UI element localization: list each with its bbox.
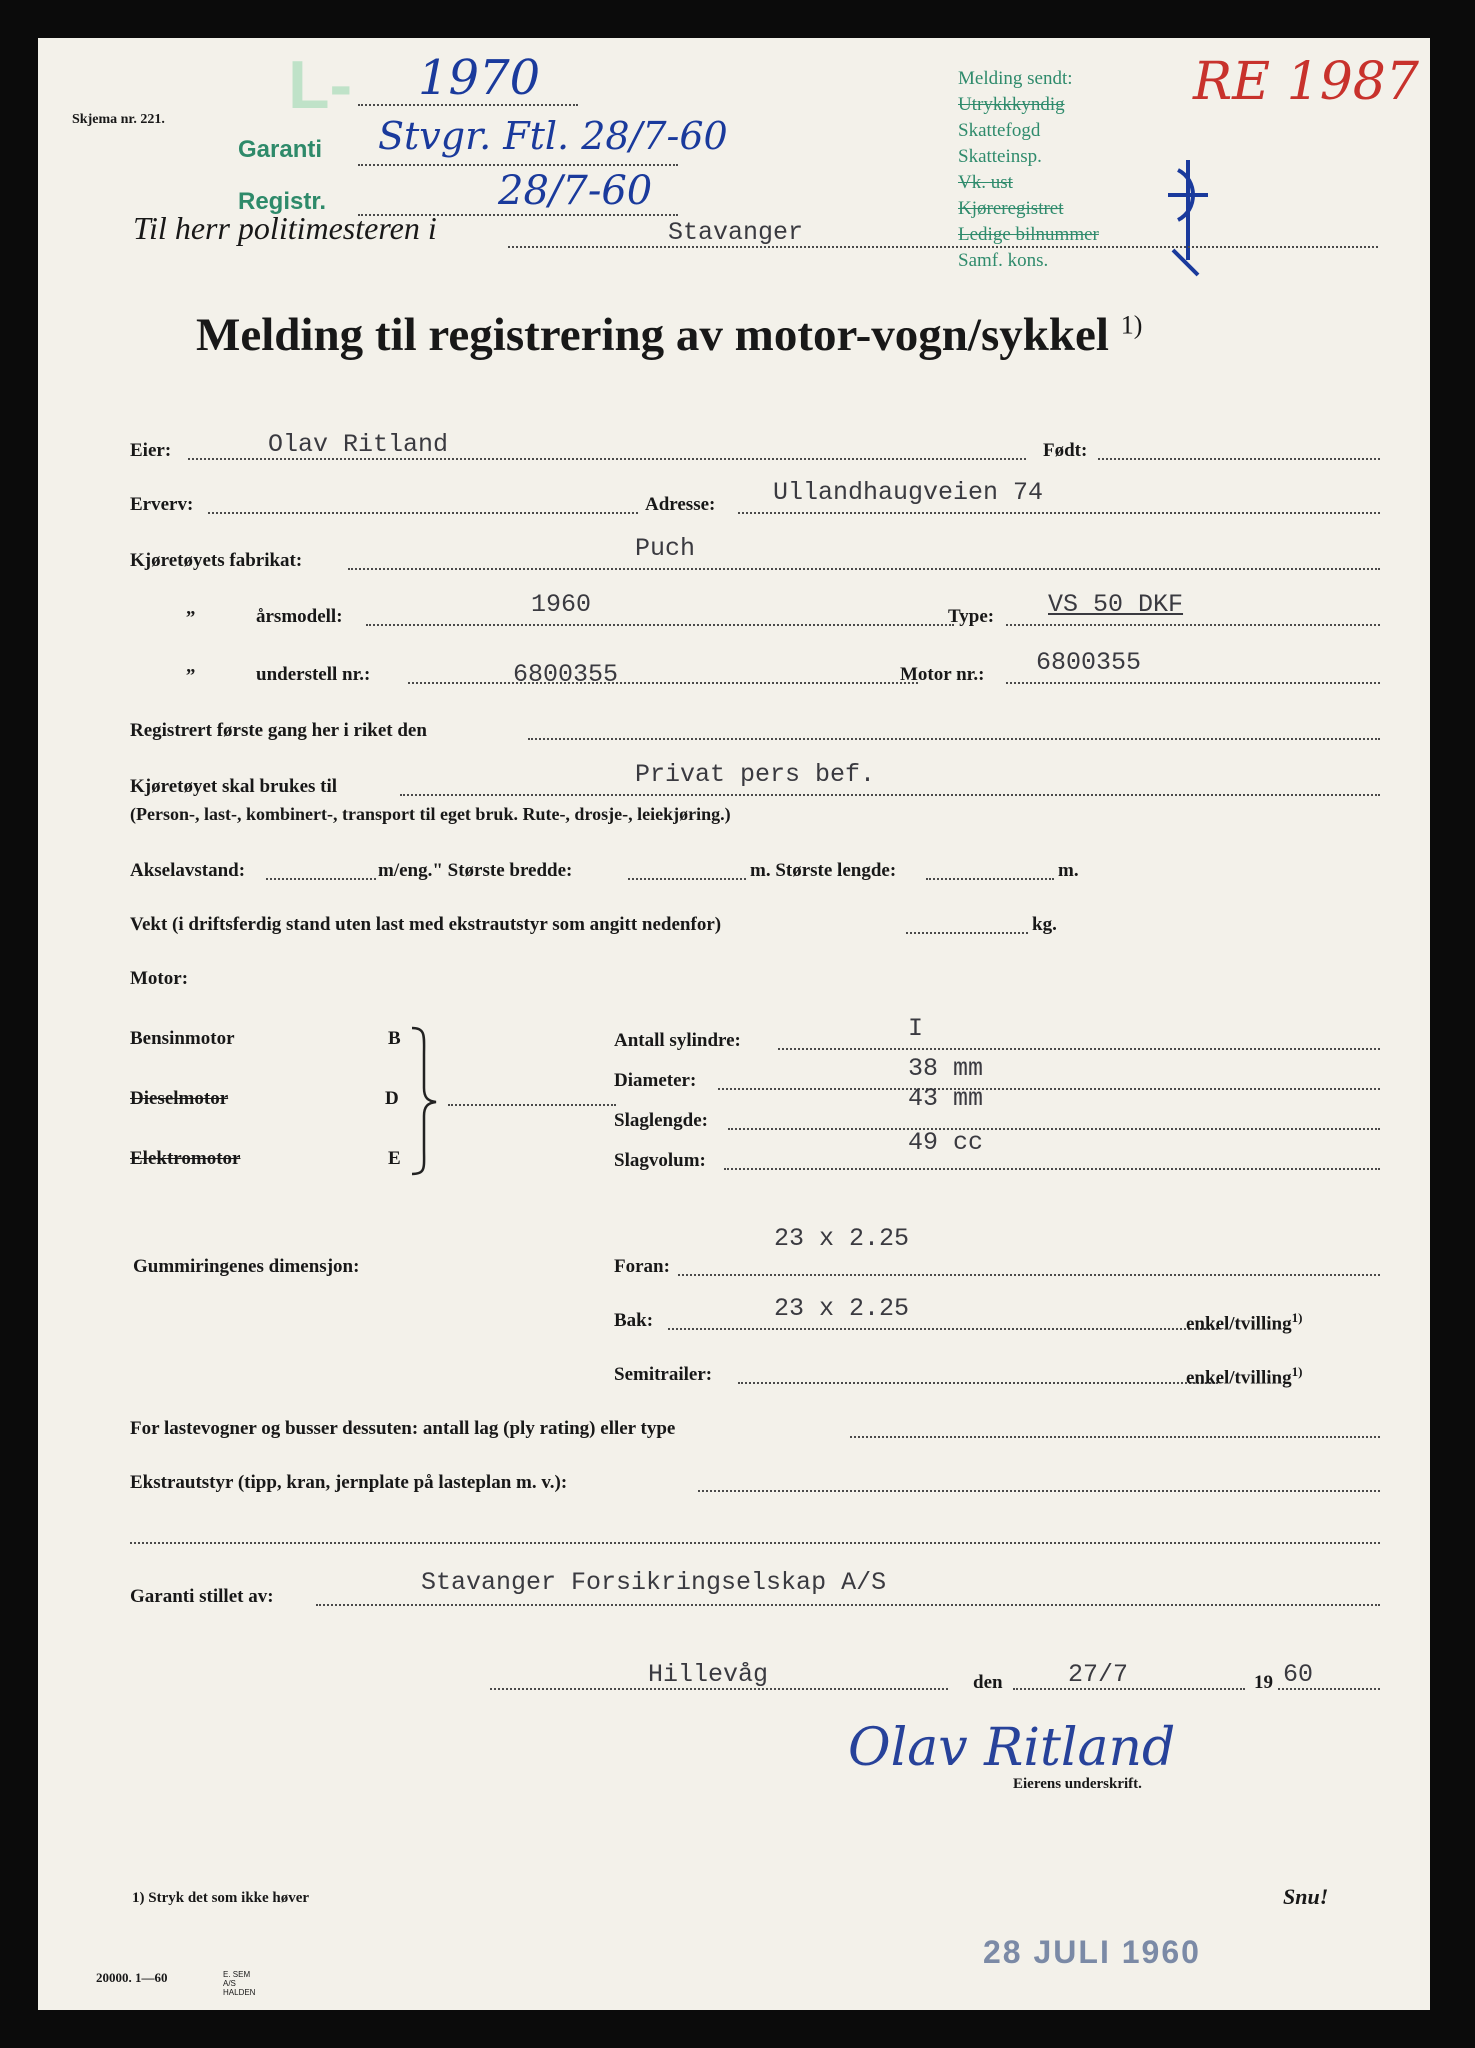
type-label: Type: <box>948 606 995 627</box>
motor-code-e: E <box>388 1148 401 1169</box>
understell-value: 6800355 <box>513 660 619 689</box>
sylindre-value: I <box>908 1014 924 1043</box>
motor-nr-line <box>1006 682 1380 684</box>
form-sheet <box>38 38 1430 2010</box>
fodt-label: Født: <box>1043 440 1088 461</box>
motor-nr-value: 6800355 <box>1036 648 1142 677</box>
bak-enkel-tvilling-text: enkel/tvilling <box>1186 1313 1292 1335</box>
year-prefix: 19 <box>1254 1672 1273 1693</box>
sylindre-label: Antall sylindre: <box>614 1030 741 1051</box>
stamp-line: Skatteinsp. <box>958 146 1042 167</box>
lastevogner-label: For lastevogner og busser dessuten: antall lag (ply rating) eller type <box>130 1418 676 1439</box>
receipt-date-stamp: 28 JULI 1960 <box>983 1934 1201 1970</box>
eier-label: Eier: <box>130 440 172 461</box>
garanti-handwritten: Stvgr. Ftl. 28/7-60 <box>378 114 728 158</box>
arsmodell-value: 1960 <box>531 590 592 619</box>
motor-type-elektro: Elektromotor <box>130 1148 241 1169</box>
schema-number: Skjema nr. 221. <box>72 112 165 127</box>
registr-stamp-label: Registr. <box>238 188 327 215</box>
owner-signature-label: Eierens underskrift. <box>1013 1776 1142 1792</box>
semitrailer-enkel-tvilling-text: enkel/tvilling <box>1186 1367 1292 1389</box>
bak-footref: 1) <box>1291 1310 1303 1325</box>
stamp-line: Kjøreregistret <box>958 198 1064 219</box>
motor-type-bensin: Bensinmotor <box>130 1028 235 1049</box>
brukes-label: Kjøretøyet skal brukes til <box>130 776 338 797</box>
foran-line <box>678 1274 1380 1276</box>
diameter-line <box>718 1088 1380 1090</box>
diameter-label: Diameter: <box>614 1070 697 1091</box>
understell-label: understell nr.: <box>256 664 371 685</box>
registrert-label: Registrert første gang her i riket den <box>130 720 427 741</box>
semitrailer-footref: 1) <box>1291 1364 1303 1379</box>
registr-handwritten: 28/7-60 <box>498 168 653 214</box>
adresse-line <box>738 512 1380 514</box>
fabrikat-value: Puch <box>635 534 696 563</box>
l-number: 1970 <box>418 50 541 106</box>
garanti-stamp-label: Garanti <box>238 136 323 163</box>
erverv-line <box>208 512 638 514</box>
stamp-line: Skattefogd <box>958 120 1041 141</box>
type-value: VS 50 DKF <box>1048 590 1184 619</box>
adresse-value: Ullandhaugveien 74 <box>773 478 1044 507</box>
slagvolum-label: Slagvolum: <box>614 1150 706 1171</box>
aksel-unit: m/eng." Største bredde: <box>378 860 573 881</box>
ekstrautstyr-line-2 <box>130 1542 1380 1544</box>
fodt-line <box>1098 458 1380 460</box>
brukes-value: Privat pers bef. <box>635 760 876 789</box>
eier-value: Olav Ritland <box>268 430 449 459</box>
addressee-line <box>508 246 1378 248</box>
tire-dimension-label: Gummiringenes dimensjon: <box>133 1256 360 1277</box>
arsmodell-line <box>366 624 954 626</box>
lengde-unit: m. <box>1058 860 1079 881</box>
stamp-line: Vk. ust <box>958 172 1013 193</box>
fabrikat-label: Kjøretøyets fabrikat: <box>130 550 303 571</box>
bak-line <box>668 1328 1218 1330</box>
semitrailer-enkel-tvilling <box>1186 1364 1302 1389</box>
adresse-label: Adresse: <box>645 494 716 515</box>
printer-mark: E. SEM A/S HALDEN <box>223 1970 256 1997</box>
aksel-line <box>266 878 376 880</box>
date-value: 27/7 <box>1068 1660 1129 1689</box>
form-title-text: Melding til registrering av motor-vogn/sykkel <box>196 309 1109 361</box>
vekt-unit: kg. <box>1032 914 1057 935</box>
den-label: den <box>973 1672 1003 1693</box>
year-suffix: 60 <box>1283 1660 1314 1689</box>
slaglengde-line <box>728 1128 1380 1130</box>
garanti-line <box>358 164 678 166</box>
motor-type-diesel: Dieselmotor <box>130 1088 229 1109</box>
semitrailer-line <box>738 1382 1218 1384</box>
motor-label: Motor: <box>130 968 189 989</box>
bak-enkel-tvilling <box>1186 1310 1302 1335</box>
stamp-line: Melding sendt: <box>958 68 1073 89</box>
slaglengde-value: 43 mm <box>908 1084 984 1113</box>
motor-brace-icon <box>408 1026 448 1176</box>
l-prefix-stamp: L- <box>288 47 353 123</box>
form-title <box>196 308 1142 362</box>
foran-value: 23 x 2.25 <box>774 1224 910 1253</box>
brukes-note: (Person-, last-, kombinert-, transport til eget bruk. Rute-, drosje-, leiekjøring.) <box>130 804 731 824</box>
footnote: 1) Stryk det som ikke høver <box>132 1890 310 1906</box>
motor-nr-label: Motor nr.: <box>900 664 985 685</box>
print-code: 20000. 1—60 <box>96 1970 168 1985</box>
registrert-line <box>528 738 1380 740</box>
stamp-line: Ledige bilnummer <box>958 224 1099 245</box>
owner-signature: Olav Ritland <box>848 1718 1176 1778</box>
erverv-label: Erverv: <box>130 494 194 515</box>
stamp-line: Samf. kons. <box>958 250 1049 271</box>
motor-code-b: B <box>388 1028 401 1049</box>
type-line <box>1006 624 1380 626</box>
bredde-unit: m. Største lengde: <box>750 860 897 881</box>
slagvolum-value: 49 cc <box>908 1128 984 1157</box>
brukes-line <box>400 794 1380 796</box>
stamp-checkmark-icon <box>1138 150 1228 280</box>
place-value: Hillevåg <box>648 1660 769 1689</box>
motor-brace-line <box>448 1104 616 1106</box>
date-line <box>1013 1688 1245 1690</box>
lengde-line <box>926 878 1054 880</box>
addressee-label: Til herr politimesteren i <box>133 210 437 246</box>
garanti-stillet-label: Garanti stillet av: <box>130 1586 274 1607</box>
ekstrautstyr-label: Ekstrautstyr (tipp, kran, jernplate på lasteplan m. v.): <box>130 1472 568 1493</box>
semitrailer-label: Semitrailer: <box>614 1364 713 1385</box>
sylindre-line <box>778 1048 1380 1050</box>
re-number: RE 1987 <box>1193 52 1419 112</box>
vekt-label: Vekt (i driftsferdig stand uten last med ekstrautstyr som angitt nedenfor) <box>130 914 722 935</box>
vekt-line <box>906 932 1028 934</box>
bak-label: Bak: <box>614 1310 654 1331</box>
stamp-line: Utrykkkyndig <box>958 94 1065 115</box>
slagvolum-line <box>724 1168 1380 1170</box>
form-title-footref: 1) <box>1120 310 1143 340</box>
addressee-value: Stavanger <box>668 218 804 247</box>
quote-mark: „ <box>186 656 196 677</box>
diameter-value: 38 mm <box>908 1054 984 1083</box>
bredde-line <box>628 878 746 880</box>
fabrikat-line <box>348 568 1380 570</box>
ekstrautstyr-line <box>698 1490 1380 1492</box>
motor-code-d: D <box>385 1088 399 1109</box>
arsmodell-label: årsmodell: <box>256 606 343 627</box>
bak-value: 23 x 2.25 <box>774 1294 910 1323</box>
aksel-label: Akselavstand: <box>130 860 246 881</box>
lastevogner-line <box>850 1436 1380 1438</box>
foran-label: Foran: <box>614 1256 670 1277</box>
garanti-stillet-value: Stavanger Forsikringselskap A/S <box>421 1568 887 1597</box>
quote-mark: „ <box>186 598 196 619</box>
slaglengde-label: Slaglengde: <box>614 1110 708 1131</box>
garanti-stillet-line <box>316 1604 1380 1606</box>
snu-label: Snu! <box>1283 1884 1329 1909</box>
understell-line <box>408 682 918 684</box>
